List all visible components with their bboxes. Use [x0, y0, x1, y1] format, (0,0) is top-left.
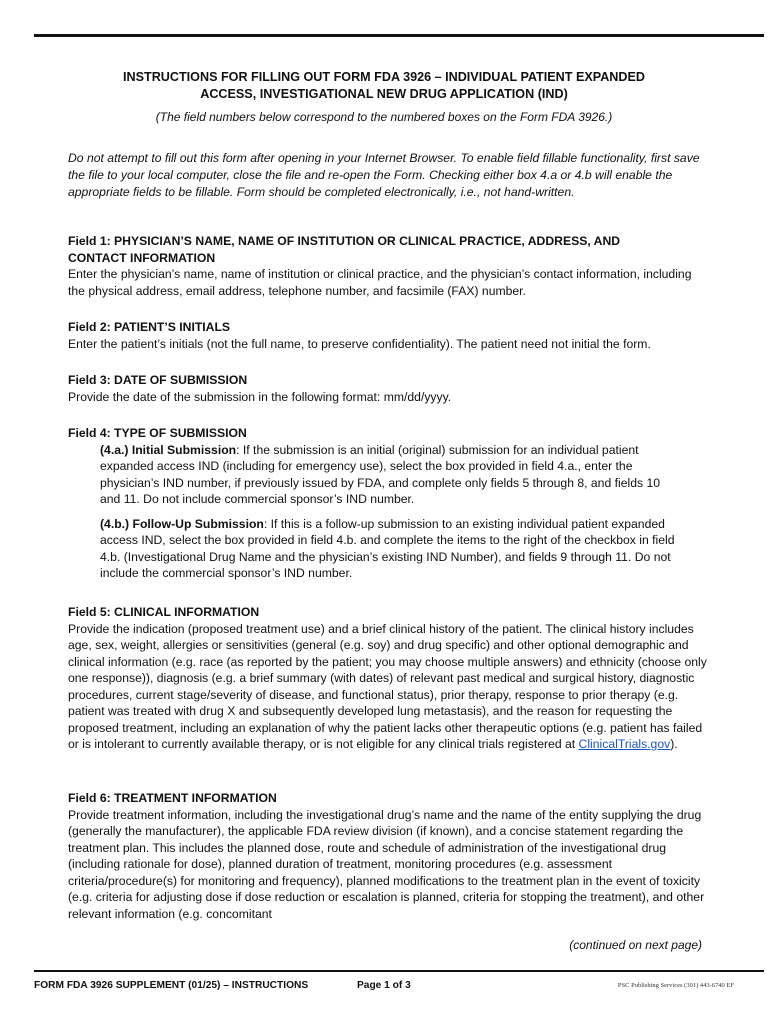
continued-note: (continued on next page)	[569, 938, 702, 952]
field-4-heading: Field 4: TYPE OF SUBMISSION	[68, 426, 247, 440]
field-6-section	[68, 790, 708, 922]
title-line-1: INSTRUCTIONS FOR FILLING OUT FORM FDA 3926 – INDIVIDUAL PATIENT EXPANDED	[123, 70, 645, 84]
field-4a-label: (4.a.) Initial Submission	[100, 442, 237, 457]
field-4a-text: : If the submission is an initial (original) submission for an individual patient expanded access IND (including for emergency use), select the box provided in field 4.a., enter the physician’s IND number, if previously issued by FDA, and complete only fields 5 through 8, and fields 10 and 11. Do not include commercial sponsor’s IND number.	[100, 442, 661, 506]
field-4-section	[68, 425, 708, 582]
field-4b-label: (4.b.) Follow-Up Submission	[100, 516, 264, 531]
field-1-body: Enter the physician’s name, name of institution or clinical practice, and the physician’s contact information, including the physical address, email address, telephone number, and facsimile (FAX) number.	[68, 267, 692, 298]
field-4b-text: : If this is a follow-up submission to an existing individual patient expanded access IND, select the box provided in field 4.b. and complete the items to the right of the checkbox in field 4.b. (Investigational Drug Name and the physician’s existing IND Number), and fields 9 through 11. Do not include the commercial sponsor’s IND number.	[100, 516, 675, 580]
intro-note: Do not attempt to fill out this form after opening in your Internet Browser. To enable field fillable functionality, first save the file to your local computer, close the file and re-open the Form. Checking either box 4.a or 4.b will enable the appropriate fields to be fillable. Form should be completed electronically, i.e., not hand-written.	[68, 151, 700, 199]
field-3-section	[68, 372, 708, 405]
bottom-rule	[34, 970, 764, 972]
field-5-section	[68, 604, 708, 753]
field-5-body	[68, 621, 708, 753]
footer-page-number: Page 1 of 3	[357, 980, 411, 991]
footer-publisher: PSC Publishing Services (301) 443-6740 EF	[617, 982, 734, 989]
clinicaltrials-link[interactable]: ClinicalTrials.gov	[578, 737, 671, 751]
field-1-section	[68, 233, 708, 299]
page-title	[34, 69, 734, 103]
field-2-body: Enter the patient’s initials (not the full name, to preserve confidentiality). The patient need not initial the form.	[68, 336, 651, 351]
field-6-body: Provide treatment information, including the investigational drug’s name and the name of the entity supplying the drug (generally the manufacturer), the applicable FDA review division (if known), and a concise statement regarding the treatment plan. This includes the planned dose, route and schedule of administration of the investigational drug (including rationale for dose), planned duration of treatment, monitoring procedures (e.g. assessment criteria/procedure(s) for monitoring and frequency), planned modifications to the treatment plan in the event of toxicity (e.g. criteria for adjusting dose if dose reduction or escalation is planned, criteria for stopping the treatment), and other relevant information (e.g. concomitant	[68, 807, 705, 921]
field-5-heading: Field 5: CLINICAL INFORMATION	[68, 605, 260, 619]
field-4a-paragraph	[100, 442, 680, 508]
title-line-2: ACCESS, INVESTIGATIONAL NEW DRUG APPLICATION (IND)	[200, 87, 568, 101]
field-5-text-end: ).	[670, 737, 678, 751]
top-rule	[34, 34, 764, 37]
subtitle: (The field numbers below correspond to the numbered boxes on the Form FDA 3926.)	[155, 110, 613, 124]
field-2-heading: Field 2: PATIENT’S INITIALS	[68, 320, 231, 334]
field-2-section	[68, 319, 708, 352]
field-1-heading: Field 1: PHYSICIAN’S NAME, NAME OF INSTITUTION OR CLINICAL PRACTICE, ADDRESS, AND CONTACT INFORMATION	[68, 234, 621, 265]
field-3-heading: Field 3: DATE OF SUBMISSION	[68, 373, 248, 387]
field-6-heading: Field 6: TREATMENT INFORMATION	[68, 791, 277, 805]
field-5-text: Provide the indication (proposed treatment use) and a brief clinical history of the patient. The clinical history includes age, sex, weight, allergies or sensitivities (general (e.g. soy) and drug specific) and other optional demographic and clinical information (e.g. race (as reported by the patient; you may choose multiple answers) and ethnicity (choose only one response)), diagnosis (e.g. a brief summary (with dates) of relevant past medical and surgical history, diagnostic procedures, current stage/severity of disease, and functional status), prior therapy, response to prior therapy (e.g. patient was treated with drug X and subsequently developed lung metastasis), and the reason for requesting the proposed treatment, including an explanation of why the patient lacks other therapeutic options (e.g. patient has failed or is intolerant to currently available therapy, or is not eligible for any clinical trials registered at	[68, 621, 707, 751]
field-3-body: Provide the date of the submission in the following format: mm/dd/yyyy.	[68, 389, 452, 404]
field-4b-paragraph	[100, 516, 680, 582]
footer-form-id: FORM FDA 3926 SUPPLEMENT (01/25) – INSTRUCTIONS	[34, 980, 309, 991]
